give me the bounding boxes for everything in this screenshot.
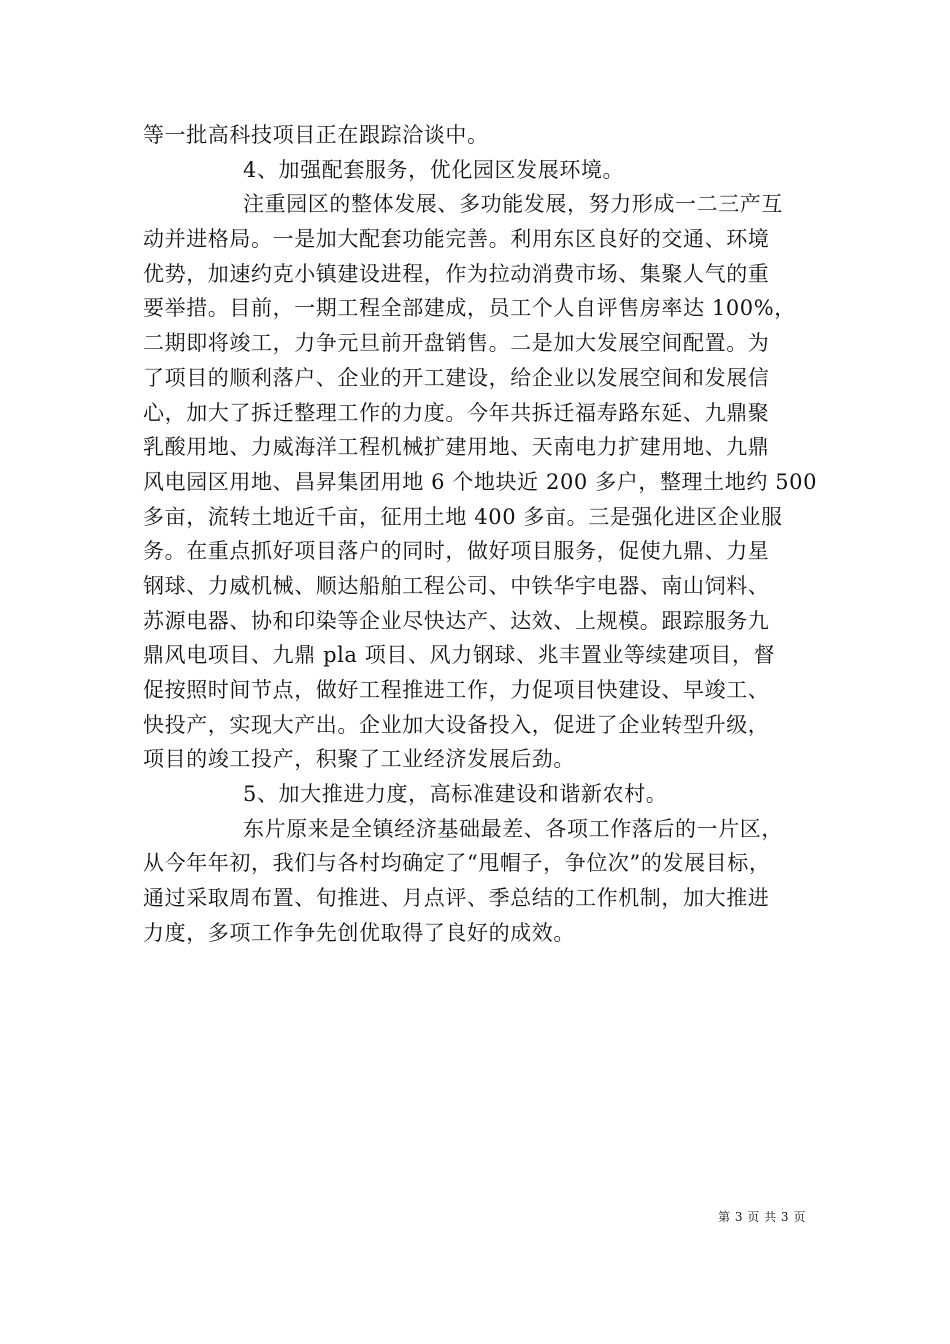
text-line: 苏源电器、协和印染等企业尽快达产、达效、上规模。跟踪服务九 <box>143 608 770 633</box>
page-number: 第 3 页 共 3 页 <box>718 1210 806 1224</box>
text-line: 二期即将竣工，力争元旦前开盘销售。二是加大发展空间配置。为 <box>143 331 770 356</box>
text-line: 务。在重点抓好项目落户的同时，做好项目服务，促使九鼎、力星 <box>143 539 770 564</box>
text-line: 动并进格局。一是加大配套功能完善。利用东区良好的交通、环境 <box>143 227 770 252</box>
text-line: 心，加大了拆迁整理工作的力度。今年共拆迁福寿路东延、九鼎聚 <box>143 400 770 425</box>
text-line: 要举措。目前，一期工程全部建成，员工个人自评售房率达 100%， <box>143 296 796 321</box>
text-line: 快投产，实现大产出。企业加大设备投入，促进了企业转型升级， <box>143 712 770 737</box>
document-body <box>143 118 818 951</box>
text-line: 乳酸用地、力威海洋工程机械扩建用地、天南电力扩建用地、九鼎 <box>143 435 770 460</box>
text-line: 风电园区用地、昌昇集团用地 6 个地块近 200 多户，整理土地约 500 <box>143 469 818 494</box>
text-line: 促按照时间节点，做好工程推进工作，力促项目快建设、早竣工、 <box>143 678 770 702</box>
text-line: 等一批高科技项目正在跟踪洽谈中。 <box>143 123 489 147</box>
section-heading: 5、加大推进力度，高标准建设和谐新农村。 <box>243 782 668 807</box>
text-line: 力度，多项工作争先创优取得了良好的成效。 <box>143 920 575 945</box>
text-line: 钢球、力威机械、顺达船舶工程公司、中铁华宇电器、南山饲料、 <box>143 573 770 598</box>
section-heading: 4、加强配套服务，优化园区发展环境。 <box>243 157 625 182</box>
text-line: 通过采取周布置、旬推进、月点评、季总结的工作机制，加大推进 <box>143 886 770 911</box>
text-line: 鼎风电项目、九鼎 pla 项目、风力钢球、兆丰置业等续建项目，督 <box>143 643 776 668</box>
text-line: 多亩，流转土地近千亩，征用土地 400 多亩。三是强化进区企业服 <box>143 504 783 529</box>
text-line: 项目的竣工投产，积聚了工业经济发展后劲。 <box>143 747 575 772</box>
text-line: 从今年年初，我们与各村均确定了“甩帽子，争位次”的发展目标， <box>143 851 771 876</box>
text-line: 东片原来是全镇经济基础最差、各项工作落后的一片区， <box>243 816 783 841</box>
text-line: 注重园区的整体发展、多功能发展，努力形成一二三产互 <box>243 192 783 217</box>
text-line: 优势，加速约克小镇建设进程，作为拉动消费市场、集聚人气的重 <box>143 261 770 286</box>
text-line: 了项目的顺利落户、企业的开工建设，给企业以发展空间和发展信 <box>143 365 770 390</box>
